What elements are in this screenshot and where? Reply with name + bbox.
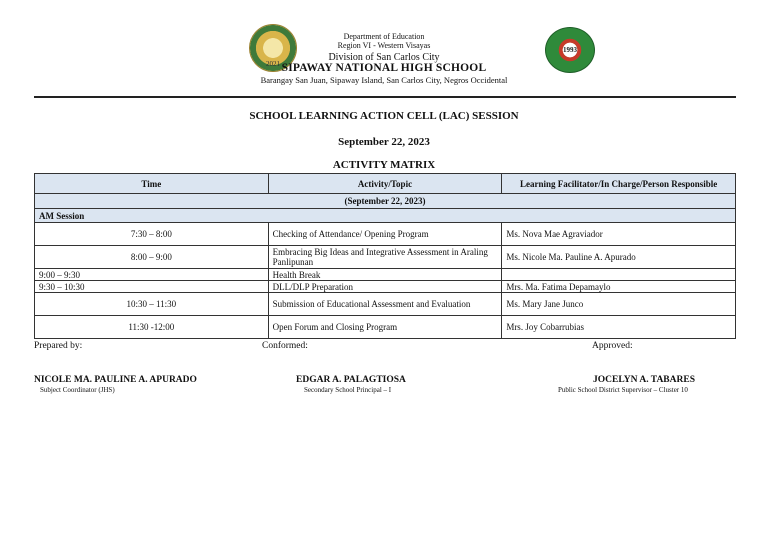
row-time: 7:30 – 8:00: [35, 223, 269, 246]
conformed-name: EDGAR A. PALAGTIOSA: [296, 375, 406, 385]
approved-role: Public School District Supervisor – Cluster 10: [558, 386, 688, 394]
row-activity: Embracing Big Ideas and Integrative Assessment in Araling Panlipunan: [268, 246, 502, 269]
table-row: [35, 281, 736, 293]
matrix-title: ACTIVITY MATRIX: [332, 159, 436, 171]
table-row: [35, 246, 736, 269]
date-row: [35, 194, 736, 209]
conformed-label: Conformed:: [262, 341, 308, 351]
row-activity: Health Break: [268, 269, 502, 281]
header-activity: Activity/Topic: [268, 174, 502, 194]
row-activity: Open Forum and Closing Program: [268, 316, 502, 339]
date-row-label: (September 22, 2023): [35, 194, 736, 209]
row-time: 11:30 -12:00: [35, 316, 269, 339]
region-name: Region VI - Western Visayas: [337, 41, 431, 50]
table-row: [35, 293, 736, 316]
session-date: September 22, 2023: [338, 136, 430, 148]
activity-matrix-table: [34, 173, 736, 339]
row-person: Ms. Nicole Ma. Pauline A. Apurado: [502, 246, 736, 269]
row-activity: DLL/DLP Preparation: [268, 281, 502, 293]
row-time: 8:00 – 9:00: [35, 246, 269, 269]
row-time: 9:00 – 9:30: [35, 269, 269, 281]
row-activity: Checking of Attendance/ Opening Program: [268, 223, 502, 246]
row-person: Mrs. Joy Cobarrubias: [502, 316, 736, 339]
conformed-role: Secondary School Principal – I: [304, 386, 392, 394]
prepared-by-role: Subject Coordinator (JHS): [40, 386, 115, 394]
row-time: 10:30 – 11:30: [35, 293, 269, 316]
row-person: [502, 269, 736, 281]
session-row-label: AM Session: [35, 209, 736, 223]
row-activity: Submission of Educational Assessment and Evaluation: [268, 293, 502, 316]
prepared-by-label: Prepared by:: [34, 341, 83, 351]
department-name: Department of Education: [343, 32, 425, 41]
approved-label: Approved:: [592, 341, 633, 351]
session-row: [35, 209, 736, 223]
header-divider: [34, 96, 736, 98]
prepared-by-name: NICOLE MA. PAULINE A. APURADO: [34, 375, 197, 385]
school-seal-year: 1993: [563, 46, 577, 54]
row-time: 9:30 – 10:30: [35, 281, 269, 293]
school-name: SIPAWAY NATIONAL HIGH SCHOOL: [281, 62, 487, 74]
table-row: [35, 223, 736, 246]
table-header-row: [35, 174, 736, 194]
approved-name: JOCELYN A. TABARES: [593, 375, 695, 385]
header-person: Learning Facilitator/In Charge/Person Responsible: [502, 174, 736, 194]
division-seal-year: 2021: [266, 60, 280, 68]
row-person: Ms. Mary Jane Junco: [502, 293, 736, 316]
session-title: SCHOOL LEARNING ACTION CELL (LAC) SESSION: [249, 110, 519, 122]
row-person: Mrs. Ma. Fatima Depamaylo: [502, 281, 736, 293]
table-row: [35, 269, 736, 281]
division-name: Division of San Carlos City: [328, 52, 440, 63]
header-time: Time: [35, 174, 269, 194]
school-address: Barangay San Juan, Sipaway Island, San Carlos City, Negros Occidental: [260, 75, 508, 85]
row-person: Ms. Nova Mae Agraviador: [502, 223, 736, 246]
table-row: [35, 316, 736, 339]
